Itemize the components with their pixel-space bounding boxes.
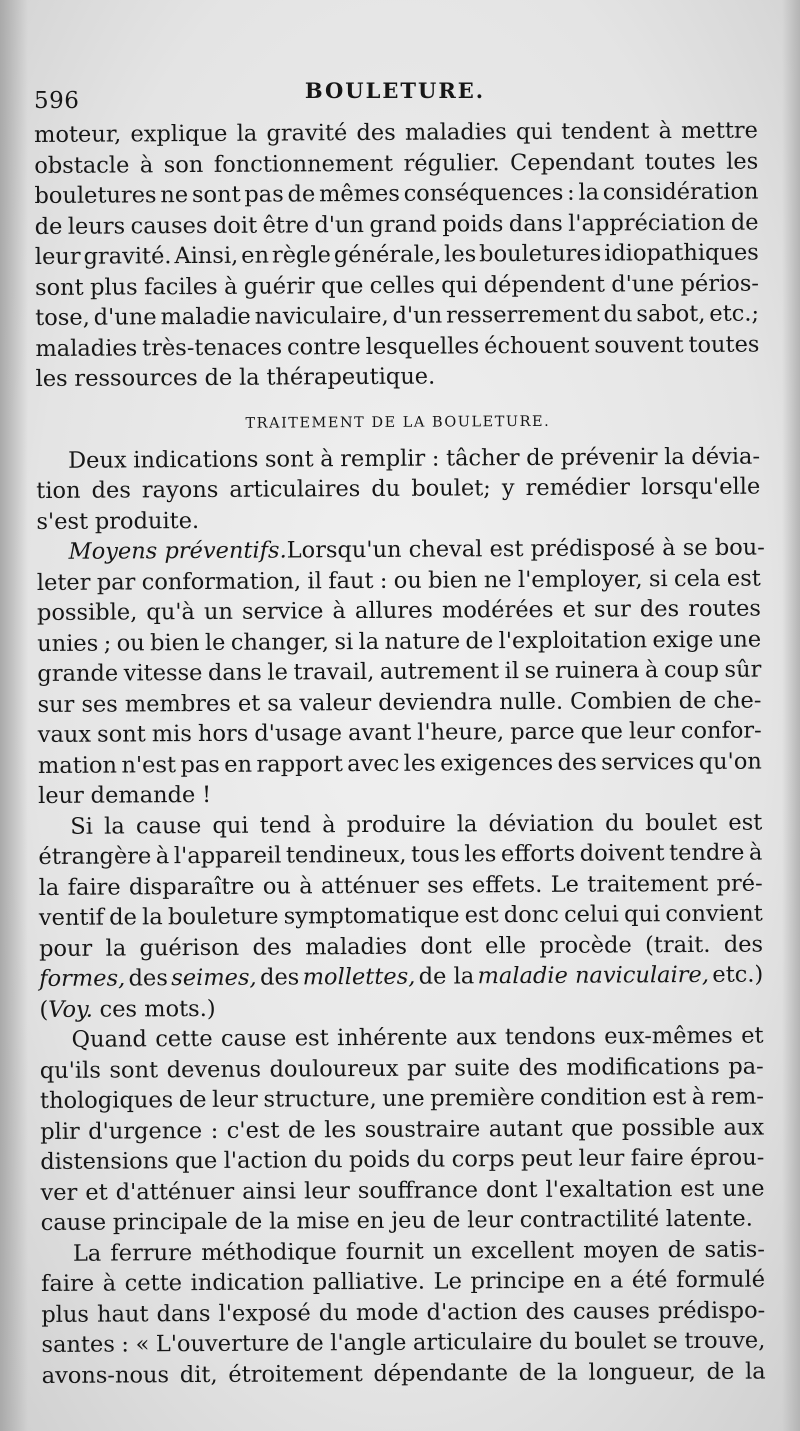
text-line: sont plus faciles à guérir que celles qui dépendent d'une périos- bbox=[34, 270, 760, 301]
word: ( bbox=[39, 996, 49, 1023]
text-line: La ferrure méthodique fournit un excellent moyen de satis- bbox=[72, 1236, 765, 1267]
page-header bbox=[30, 74, 760, 114]
italic-ref: Voy. bbox=[48, 996, 93, 1023]
text-line: leter par conformation, il faut : ou bien ne l'employer, si cela est bbox=[36, 565, 761, 596]
text-line: ver et d'atténuer ainsi leur souffrance dont l'exaltation est une bbox=[40, 1175, 765, 1206]
text-line: plir d'urgence : c'est de les soustraire autant que possible aux bbox=[40, 1114, 765, 1145]
text-line: Quand cette cause est inhérente aux tendons eux-mêmes et bbox=[71, 1022, 764, 1053]
text-line: sur ses membres et sa valeur deviendra nulle. Combien de che- bbox=[37, 687, 762, 718]
italic-ref: maladie naviculaire, bbox=[477, 961, 710, 990]
text-line: santes : « L'ouverture de l'angle articulaire du boulet se trouve, bbox=[41, 1327, 766, 1358]
word: des bbox=[259, 964, 300, 991]
paragraph-3 bbox=[37, 533, 763, 812]
section-heading: TRAITEMENT DE LA BOULETURE. bbox=[245, 413, 551, 432]
text-line: ventif de la bouleture symptomatique est donc celui qui convient bbox=[38, 900, 763, 931]
text-line: unies ; ou bien le changer, si la nature de l'exploitation exige une bbox=[37, 626, 762, 657]
text-line: tion des rayons articulaires du boulet; y remédier lorsqu'elle bbox=[36, 473, 761, 504]
italic-ref: seimes, bbox=[171, 964, 257, 992]
text-line: thologiques de leur structure, une première condition est à rem- bbox=[39, 1083, 764, 1114]
text-line: la faire disparaître ou à atténuer ses effets. Le traitement pré- bbox=[38, 870, 763, 901]
word: de la bbox=[418, 963, 475, 990]
word: des bbox=[128, 965, 168, 992]
text-line: moteur, explique la gravité des maladies qui tendent à mettre bbox=[34, 117, 759, 148]
italic-ref: formes, bbox=[39, 965, 126, 992]
italic-ref: mollettes, bbox=[302, 963, 416, 991]
text-line: étrangère à l'appareil tendineux, tous les efforts doivent tendre à bbox=[38, 839, 763, 870]
text-line: s'est produite. bbox=[36, 507, 200, 535]
text-line bbox=[37, 533, 765, 568]
text-line bbox=[39, 960, 763, 995]
text-line: maladies très-tenaces contre lesquelles échouent souvent toutes bbox=[35, 331, 760, 362]
body-text bbox=[34, 116, 766, 1391]
text-line: les ressources de la thérapeutique. bbox=[35, 363, 436, 392]
text-line: pour la guérison des maladies dont elle procède (trait. des bbox=[38, 931, 764, 962]
text-line: mation n'est pas en rapport avec les exigences des services qu'on bbox=[37, 748, 762, 779]
paragraph-5 bbox=[40, 1021, 765, 1239]
paragraph-6 bbox=[41, 1234, 766, 1391]
paragraph-1 bbox=[34, 116, 760, 395]
text-line: cause principale de la mise en jeu de leur contractilité latente. bbox=[40, 1205, 753, 1236]
text-line: Deux indications sont à remplir : tâcher de prévenir la dévia- bbox=[67, 443, 761, 474]
word: ces mots.) bbox=[99, 995, 216, 1023]
text-line: possible, qu'à un service à allures modérées et sur des routes bbox=[36, 595, 761, 626]
text-line: faire à cette indication palliative. Le principe en a été formulé bbox=[41, 1266, 766, 1297]
text-line: vaux sont mis hors d'usage avant l'heure, parce que leur confor- bbox=[37, 717, 762, 748]
text-line: avons-nous dit, étroitement dépendante de la longueur, de la bbox=[41, 1358, 766, 1389]
text-line: obstacle à son fonctionnement régulier. Cependant toutes les bbox=[34, 148, 759, 179]
text-line: distensions que l'action du poids du corps peut leur faire éprou- bbox=[40, 1144, 765, 1175]
page-number: 596 bbox=[34, 88, 80, 114]
text-line: de leurs causes doit être d'un grand poids dans l'appréciation de bbox=[34, 209, 759, 240]
text-line: plus haut dans l'exposé du mode d'action des causes prédispo- bbox=[41, 1297, 766, 1328]
text-line: grande vitesse dans le travail, autrement il se ruinera à coup sûr bbox=[37, 656, 762, 687]
text-line bbox=[39, 990, 763, 1025]
text-line: tose, d'une maladie naviculaire, d'un resserrement du sabot, etc.; bbox=[35, 300, 760, 331]
paragraph-4 bbox=[38, 807, 763, 1025]
text-line: leur gravité. Ainsi, en règle générale, les bouletures idiopathiques bbox=[34, 239, 759, 270]
italic-lead: Moyens préventifs. bbox=[68, 537, 287, 565]
running-title: BOULETURE. bbox=[304, 78, 486, 103]
text-line: Si la cause qui tend à produire la déviation du boulet est bbox=[70, 809, 763, 840]
text-line: leur demande ! bbox=[38, 781, 212, 809]
text-line: qu'ils sont devenus douloureux par suite des modifications pa- bbox=[39, 1053, 764, 1084]
line-rest: Lorsqu'un cheval est prédisposé à se bou- bbox=[286, 534, 765, 564]
paragraph-2 bbox=[36, 441, 761, 537]
word: etc.) bbox=[712, 961, 764, 988]
text-line: bouletures ne sont pas de mêmes conséquences : la considération bbox=[34, 178, 759, 209]
